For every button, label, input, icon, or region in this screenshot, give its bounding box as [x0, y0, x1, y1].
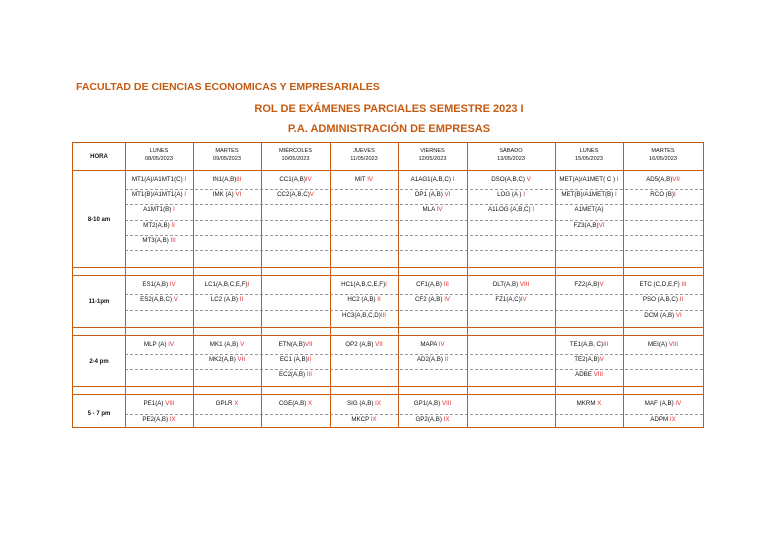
cycle-numeral: V [240, 340, 245, 348]
exam-entry [261, 174, 330, 189]
exam-entry [330, 279, 398, 294]
block-divider [73, 275, 703, 276]
exam-entry [623, 174, 703, 189]
day-name: VIERNES [420, 148, 445, 154]
cycle-numeral: VIII [668, 340, 679, 348]
course-code: OP1 (A,B) [414, 191, 445, 199]
column-divider [623, 143, 624, 427]
course-code: ETN(A,B) [278, 340, 305, 348]
exam-entry [125, 279, 193, 294]
cycle-numeral: II [307, 356, 312, 363]
exam-entry [330, 294, 398, 309]
exam-entry [467, 174, 555, 189]
course-code: MT1(A)/A1MT1(C) [131, 176, 185, 183]
exam-entry [398, 204, 467, 219]
cycle-numeral: V [526, 176, 531, 183]
block-divider [73, 335, 703, 336]
cycle-numeral: II [679, 296, 684, 304]
row-divider [125, 310, 703, 311]
cycle-numeral: V [173, 296, 178, 304]
exam-schedule-table [72, 142, 704, 428]
exam-entry [623, 189, 703, 204]
course-code: A1MT1(B) [143, 206, 174, 214]
cycle-numeral: IV [438, 340, 445, 348]
course-code: GPLR [215, 400, 235, 408]
cycle-numeral: IV [305, 176, 312, 183]
exam-entry [193, 354, 261, 369]
day-date: 09/05/2023 [213, 156, 241, 162]
exam-entry [623, 398, 703, 413]
exam-entry [125, 174, 193, 189]
cycle-numeral: I [452, 176, 455, 183]
course-code: CGE(A,B) [278, 400, 309, 408]
course-code: CC1(A,B) [279, 176, 306, 183]
cycle-numeral: I [523, 191, 525, 199]
exam-entry [623, 310, 703, 325]
course-code: MAF (A,B) [644, 400, 676, 408]
course-code: FZ2(A,B) [574, 281, 600, 289]
course-code: MKRM [576, 400, 598, 408]
cycle-numeral: I [184, 176, 187, 183]
day-header [398, 143, 467, 170]
cycle-numeral: IX [370, 415, 377, 423]
block-divider [73, 267, 703, 268]
course-code: GP2(A,B) [415, 415, 444, 423]
cycle-numeral: VI [235, 191, 242, 199]
course-code: A1MET(A) [574, 206, 604, 214]
day-header [467, 143, 555, 170]
cycle-numeral: IX [169, 415, 176, 423]
exam-entry [398, 174, 467, 189]
time-slot-label: 11-1pm [88, 298, 110, 305]
exam-entry [398, 354, 467, 369]
exam-entry [261, 398, 330, 413]
block-divider [73, 386, 703, 387]
cycle-numeral: IV [168, 340, 175, 348]
cycle-numeral: I [247, 281, 250, 289]
cycle-numeral: IV [444, 296, 451, 304]
course-code: MT2(A,B) [143, 221, 172, 229]
day-date: 12/05/2023 [418, 156, 447, 162]
day-date: 16/05/2023 [649, 156, 677, 162]
exam-entry [125, 294, 193, 309]
cycle-numeral: I [616, 176, 619, 183]
exam-entry [330, 398, 398, 413]
day-date: 15/05/2023 [575, 156, 603, 162]
exam-entry [398, 414, 467, 429]
exam-entry [623, 279, 703, 294]
column-divider [261, 143, 262, 427]
cycle-numeral: I [184, 191, 186, 199]
exam-entry [555, 354, 623, 369]
cycle-numeral: VIII [519, 281, 530, 289]
course-code: HC1(A,B,C,E,F) [341, 281, 386, 289]
exam-entry [193, 339, 261, 354]
exam-entry [193, 189, 261, 204]
course-code: MKCP [351, 415, 371, 423]
exam-entry [193, 398, 261, 413]
exam-entry [555, 398, 623, 413]
day-header [261, 143, 330, 170]
exam-entry [555, 369, 623, 384]
cycle-numeral: VII [672, 176, 680, 183]
cycle-numeral: IV [169, 281, 176, 289]
cycle-numeral: III [603, 340, 609, 348]
day-date: 08/05/2023 [145, 156, 173, 162]
course-code: ADBE [575, 371, 594, 379]
course-code: CC2(A,B,C) [277, 191, 310, 199]
course-code: PE2(A,B) [142, 415, 170, 423]
cycle-numeral: III [443, 281, 449, 289]
course-code: PE1(A) [143, 400, 166, 408]
course-code: DLT(A,B) [492, 281, 520, 289]
exam-entry [398, 189, 467, 204]
cycle-numeral: III [236, 176, 242, 183]
cycle-numeral: X [234, 400, 239, 408]
course-code: DSO(A,B,C) [491, 176, 527, 183]
exam-entry [623, 414, 703, 429]
day-header [330, 143, 398, 170]
cycle-numeral: I [532, 206, 535, 214]
course-code: MLA [422, 206, 437, 214]
course-code: IMK (A) [212, 191, 236, 199]
course-code: EC1 (A,B) [279, 356, 308, 363]
cycle-numeral: III [681, 281, 687, 289]
course-code: MET(A)/A1MET( C ) [559, 176, 617, 183]
cycle-numeral: II [171, 221, 175, 229]
program-title: P.A. ADMINISTRACIÓN DE EMPRESAS [287, 123, 491, 135]
course-code: MK2(A,B) [208, 356, 238, 363]
cycle-numeral: I [614, 191, 617, 199]
course-code: IN1(A,B) [212, 176, 237, 183]
exam-entry [125, 189, 193, 204]
day-name: LUNES [579, 148, 599, 154]
time-slot-label: 2-4 pm [89, 358, 109, 365]
exam-entry [330, 174, 398, 189]
course-code: A1LOG (A,B,C) [487, 206, 533, 214]
course-code: MET(B)/A1MET(B) [561, 191, 615, 199]
cycle-numeral: I [173, 206, 175, 214]
cycle-numeral: VII [237, 356, 246, 363]
block-divider [73, 394, 703, 395]
day-header [193, 143, 261, 170]
exam-entry [330, 414, 398, 429]
cycle-numeral: VI [598, 221, 605, 229]
cycle-numeral: I [673, 191, 676, 199]
cycle-numeral: IV [520, 296, 527, 304]
course-code: ETC (C,D,E,F) [639, 281, 682, 289]
course-code: HC3(A,B,C,D) [341, 311, 381, 319]
exam-entry [467, 294, 555, 309]
day-date: 13/05/2023 [497, 156, 525, 162]
cycle-numeral: V [599, 281, 604, 289]
cycle-numeral: V [599, 356, 604, 363]
course-code: CF1(A,B) [416, 281, 444, 289]
cycle-numeral: III [170, 236, 176, 244]
hora-header: HORA [90, 153, 108, 160]
exam-entry [398, 279, 467, 294]
day-name: SÁBADO [499, 148, 523, 154]
cycle-numeral: IX [375, 400, 382, 408]
column-divider [125, 143, 126, 427]
column-divider [330, 143, 331, 427]
course-code: TE2(A,B) [574, 356, 600, 363]
exam-entry [555, 174, 623, 189]
cycle-numeral: III [306, 371, 313, 379]
course-code: ADPM [650, 415, 670, 423]
course-code: A1AG1(A,B,C) [410, 176, 453, 183]
exam-entry [555, 339, 623, 354]
course-code: MAPA [420, 340, 439, 348]
exam-entry [398, 398, 467, 413]
exam-entry [125, 204, 193, 219]
day-name: MARTES [651, 148, 675, 154]
day-header [125, 143, 193, 170]
exam-entry [261, 189, 330, 204]
course-code: AD2(A,B) [416, 356, 445, 363]
exam-entry [193, 279, 261, 294]
exam-entry [330, 310, 398, 325]
course-code: DCM (A,B) [644, 311, 676, 319]
exam-schedule-title: ROL DE EXÁMENES PARCIALES SEMESTRE 2023 I [254, 103, 524, 115]
exam-entry [125, 220, 193, 235]
day-date: 11/05/2023 [350, 156, 378, 162]
exam-entry [261, 354, 330, 369]
row-divider [125, 235, 703, 236]
course-code: PSO (A,B,C) [642, 296, 680, 304]
course-code: RCO (B) [650, 191, 674, 199]
course-code: TE1(A,B, C) [569, 340, 604, 348]
course-code: GP1(A,B) [413, 400, 442, 408]
exam-entry [261, 369, 330, 384]
cycle-numeral: X [308, 400, 313, 408]
day-name: JUEVES [353, 148, 375, 154]
column-divider [398, 143, 399, 427]
exam-entry [555, 279, 623, 294]
cycle-numeral: VI [675, 311, 682, 319]
exam-entry [193, 174, 261, 189]
course-code: MT3(A,B) [142, 236, 171, 244]
header-divider [73, 170, 703, 171]
cycle-numeral: II [377, 296, 381, 304]
exam-entry [398, 294, 467, 309]
course-code: MK1 (A,B) [209, 340, 241, 348]
column-divider [467, 143, 468, 427]
cycle-numeral: IV [675, 400, 682, 408]
cycle-numeral: X [597, 400, 602, 408]
course-code: ES2(A,B,C) [140, 296, 174, 304]
course-code: MT1(B)/A1MT1(A) [132, 191, 185, 199]
row-divider [125, 250, 703, 251]
column-divider [555, 143, 556, 427]
cycle-numeral: I [385, 281, 387, 289]
cycle-numeral: VIII [165, 400, 175, 408]
course-code: ES1(A,B) [142, 281, 170, 289]
course-code: HC2 (A,B) [347, 296, 378, 304]
exam-entry [467, 189, 555, 204]
course-code: OP2 (A,B) [345, 340, 376, 348]
course-code: EC2(A,B) [278, 371, 307, 379]
day-header [555, 143, 623, 170]
cycle-numeral: VIII [593, 371, 603, 379]
cycle-numeral: IV [367, 176, 374, 183]
faculty-heading: FACULTAD DE CIENCIAS ECONOMICAS Y EMPRESARIALES [76, 81, 380, 93]
exam-entry [125, 339, 193, 354]
exam-entry [193, 294, 261, 309]
cycle-numeral: IX [443, 415, 450, 423]
cycle-numeral: IX [669, 415, 676, 423]
course-code: LC1(A,B,C,E,F) [204, 281, 248, 289]
column-divider [193, 143, 194, 427]
cycle-numeral: III [380, 311, 387, 319]
course-code: CF2 (A,B) [414, 296, 445, 304]
day-header [623, 143, 703, 170]
cycle-numeral: VII [375, 340, 383, 348]
course-code: SIG (A,B) [346, 400, 376, 408]
day-name: MARTES [215, 148, 239, 154]
course-code: MLP (A) [143, 340, 169, 348]
cycle-numeral: V [309, 191, 314, 199]
block-divider [73, 327, 703, 328]
day-date: 10/05/2023 [281, 156, 310, 162]
course-code: FZ3(A,B) [573, 221, 599, 229]
cycle-numeral: II [444, 356, 449, 363]
day-name: MIÉRCOLES [279, 148, 312, 154]
exam-entry [555, 189, 623, 204]
exam-entry [125, 398, 193, 413]
course-code: FZ1(A,C) [495, 296, 521, 304]
exam-entry [261, 339, 330, 354]
time-slot-label: 8-10 am [87, 216, 111, 223]
course-code: AD5(A,B) [646, 176, 673, 183]
exam-entry [555, 220, 623, 235]
cycle-numeral: VIII [441, 400, 452, 408]
course-code: LC2 (A,B) [210, 296, 240, 304]
cycle-numeral: IV [436, 206, 443, 214]
exam-entry [555, 204, 623, 219]
exam-entry [467, 204, 555, 219]
exam-entry [467, 279, 555, 294]
exam-entry [398, 339, 467, 354]
course-code: MIT [354, 176, 368, 183]
day-name: LUNES [149, 148, 169, 154]
exam-entry [623, 339, 703, 354]
time-slot-label: 5 - 7 pm [87, 410, 111, 417]
course-code: MEI(A) [647, 340, 669, 348]
exam-entry [125, 414, 193, 429]
cycle-numeral: VI [444, 191, 451, 199]
exam-entry [330, 339, 398, 354]
cycle-numeral: VII [304, 340, 313, 348]
exam-entry [125, 235, 193, 250]
cycle-numeral: II [239, 296, 244, 304]
course-code: LOG (A ) [497, 191, 524, 199]
exam-entry [623, 294, 703, 309]
